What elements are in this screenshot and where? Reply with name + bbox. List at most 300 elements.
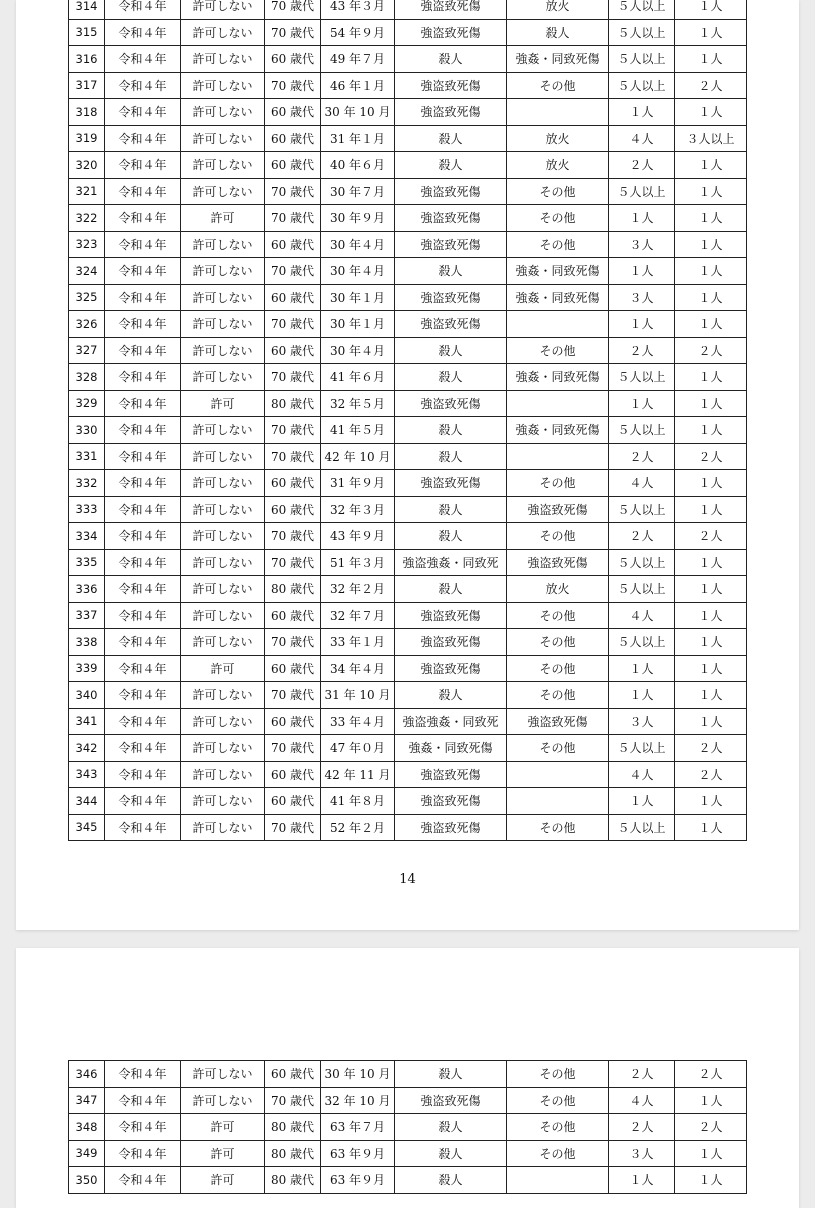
offense-primary-cell: 強盗強姦・同致死: [395, 708, 507, 735]
offense-primary-cell: 殺人: [395, 1167, 507, 1194]
count-b-cell: ３人以上: [675, 125, 747, 152]
offense-primary-cell: 強盗致死傷: [395, 72, 507, 99]
table-row: [69, 549, 747, 576]
table-row: [69, 258, 747, 285]
offense-secondary-cell: [507, 1167, 609, 1194]
offense-secondary-cell: [507, 788, 609, 815]
duration-cell: 41 年８月: [321, 788, 395, 815]
table-row: [69, 708, 747, 735]
case-number-cell: 321: [69, 178, 105, 205]
age-group-cell: 60 歳代: [265, 470, 321, 497]
count-b-cell: １人: [675, 602, 747, 629]
offense-secondary-cell: 放火: [507, 152, 609, 179]
count-b-cell: ２人: [675, 523, 747, 550]
table-row: [69, 417, 747, 444]
count-a-cell: ４人: [609, 125, 675, 152]
offense-secondary-cell: 放火: [507, 125, 609, 152]
records-table: [68, 0, 747, 841]
page-number: 14: [399, 872, 416, 887]
decision-cell: 許可しない: [181, 19, 265, 46]
count-a-cell: ５人以上: [609, 417, 675, 444]
table-row: [69, 761, 747, 788]
offense-primary-cell: 強盗致死傷: [395, 814, 507, 841]
case-number-cell: 334: [69, 523, 105, 550]
year-cell: 令和４年: [105, 178, 181, 205]
table-row: [69, 496, 747, 523]
case-number-cell: 319: [69, 125, 105, 152]
count-b-cell: １人: [675, 655, 747, 682]
table-row: [69, 364, 747, 391]
duration-cell: 30 年１月: [321, 284, 395, 311]
age-group-cell: 70 歳代: [265, 629, 321, 656]
case-number-cell: 350: [69, 1167, 105, 1194]
case-number-cell: 328: [69, 364, 105, 391]
case-number-cell: 343: [69, 761, 105, 788]
age-group-cell: 70 歳代: [265, 72, 321, 99]
count-b-cell: １人: [675, 258, 747, 285]
count-b-cell: １人: [675, 496, 747, 523]
age-group-cell: 60 歳代: [265, 46, 321, 73]
decision-cell: 許可しない: [181, 152, 265, 179]
count-a-cell: ５人以上: [609, 364, 675, 391]
case-number-cell: 341: [69, 708, 105, 735]
year-cell: 令和４年: [105, 788, 181, 815]
count-b-cell: １人: [675, 629, 747, 656]
offense-secondary-cell: 強盗致死傷: [507, 708, 609, 735]
case-number-cell: 331: [69, 443, 105, 470]
offense-primary-cell: 強盗致死傷: [395, 0, 507, 19]
duration-cell: 34 年４月: [321, 655, 395, 682]
duration-cell: 32 年３月: [321, 496, 395, 523]
age-group-cell: 60 歳代: [265, 152, 321, 179]
count-a-cell: ４人: [609, 1087, 675, 1114]
duration-cell: 47 年０月: [321, 735, 395, 762]
count-a-cell: ５人以上: [609, 0, 675, 19]
offense-secondary-cell: その他: [507, 1140, 609, 1167]
decision-cell: 許可: [181, 655, 265, 682]
decision-cell: 許可しない: [181, 72, 265, 99]
count-a-cell: １人: [609, 205, 675, 232]
offense-secondary-cell: その他: [507, 1061, 609, 1088]
count-b-cell: １人: [675, 708, 747, 735]
year-cell: 令和４年: [105, 364, 181, 391]
offense-primary-cell: 殺人: [395, 443, 507, 470]
count-b-cell: １人: [675, 19, 747, 46]
age-group-cell: 70 歳代: [265, 682, 321, 709]
table-row: [69, 576, 747, 603]
year-cell: 令和４年: [105, 72, 181, 99]
duration-cell: 32 年 10 月: [321, 1087, 395, 1114]
offense-secondary-cell: その他: [507, 655, 609, 682]
offense-primary-cell: 強盗致死傷: [395, 390, 507, 417]
decision-cell: 許可しない: [181, 443, 265, 470]
case-number-cell: 339: [69, 655, 105, 682]
age-group-cell: 80 歳代: [265, 1140, 321, 1167]
age-group-cell: 70 歳代: [265, 311, 321, 338]
offense-secondary-cell: [507, 390, 609, 417]
age-group-cell: 70 歳代: [265, 735, 321, 762]
count-a-cell: ２人: [609, 523, 675, 550]
decision-cell: 許可しない: [181, 417, 265, 444]
offense-primary-cell: 強盗致死傷: [395, 178, 507, 205]
decision-cell: 許可しない: [181, 337, 265, 364]
table-row: [69, 788, 747, 815]
duration-cell: 51 年３月: [321, 549, 395, 576]
offense-primary-cell: 殺人: [395, 1061, 507, 1088]
year-cell: 令和４年: [105, 761, 181, 788]
offense-primary-cell: 殺人: [395, 364, 507, 391]
age-group-cell: 70 歳代: [265, 364, 321, 391]
case-number-cell: 345: [69, 814, 105, 841]
table-row: [69, 19, 747, 46]
decision-cell: 許可しない: [181, 735, 265, 762]
offense-secondary-cell: その他: [507, 178, 609, 205]
table-row: [69, 655, 747, 682]
offense-primary-cell: 殺人: [395, 46, 507, 73]
count-a-cell: ２人: [609, 1114, 675, 1141]
count-a-cell: ４人: [609, 470, 675, 497]
age-group-cell: 60 歳代: [265, 284, 321, 311]
year-cell: 令和４年: [105, 99, 181, 126]
count-b-cell: １人: [675, 470, 747, 497]
duration-cell: 30 年４月: [321, 231, 395, 258]
offense-secondary-cell: 強姦・同致死傷: [507, 284, 609, 311]
table-row: [69, 284, 747, 311]
offense-primary-cell: 強盗致死傷: [395, 311, 507, 338]
offense-secondary-cell: [507, 311, 609, 338]
offense-primary-cell: 殺人: [395, 496, 507, 523]
count-a-cell: １人: [609, 311, 675, 338]
duration-cell: 41 年６月: [321, 364, 395, 391]
case-number-cell: 346: [69, 1061, 105, 1088]
case-number-cell: 332: [69, 470, 105, 497]
count-b-cell: １人: [675, 549, 747, 576]
count-a-cell: ２人: [609, 337, 675, 364]
offense-primary-cell: 強盗致死傷: [395, 99, 507, 126]
decision-cell: 許可しない: [181, 496, 265, 523]
duration-cell: 41 年５月: [321, 417, 395, 444]
table-row: [69, 814, 747, 841]
duration-cell: 32 年５月: [321, 390, 395, 417]
duration-cell: 32 年２月: [321, 576, 395, 603]
age-group-cell: 60 歳代: [265, 655, 321, 682]
case-number-cell: 315: [69, 19, 105, 46]
offense-primary-cell: 殺人: [395, 125, 507, 152]
count-b-cell: １人: [675, 1167, 747, 1194]
table-row: [69, 1114, 747, 1141]
count-a-cell: ５人以上: [609, 735, 675, 762]
year-cell: 令和４年: [105, 629, 181, 656]
age-group-cell: 60 歳代: [265, 496, 321, 523]
offense-secondary-cell: [507, 443, 609, 470]
age-group-cell: 70 歳代: [265, 0, 321, 19]
age-group-cell: 60 歳代: [265, 708, 321, 735]
year-cell: 令和４年: [105, 258, 181, 285]
offense-primary-cell: 強盗致死傷: [395, 602, 507, 629]
age-group-cell: 70 歳代: [265, 814, 321, 841]
count-a-cell: １人: [609, 788, 675, 815]
year-cell: 令和４年: [105, 682, 181, 709]
count-a-cell: ２人: [609, 152, 675, 179]
case-number-cell: 324: [69, 258, 105, 285]
case-number-cell: 349: [69, 1140, 105, 1167]
offense-secondary-cell: 放火: [507, 0, 609, 19]
offense-primary-cell: 強盗致死傷: [395, 761, 507, 788]
offense-primary-cell: 殺人: [395, 523, 507, 550]
duration-cell: 32 年７月: [321, 602, 395, 629]
year-cell: 令和４年: [105, 1167, 181, 1194]
case-number-cell: 338: [69, 629, 105, 656]
year-cell: 令和４年: [105, 602, 181, 629]
table-row: [69, 602, 747, 629]
case-number-cell: 318: [69, 99, 105, 126]
count-b-cell: １人: [675, 231, 747, 258]
offense-primary-cell: 殺人: [395, 1114, 507, 1141]
offense-primary-cell: 強盗致死傷: [395, 205, 507, 232]
count-a-cell: ５人以上: [609, 496, 675, 523]
count-b-cell: １人: [675, 46, 747, 73]
table-row: [69, 152, 747, 179]
case-number-cell: 337: [69, 602, 105, 629]
offense-secondary-cell: その他: [507, 337, 609, 364]
offense-secondary-cell: その他: [507, 205, 609, 232]
age-group-cell: 60 歳代: [265, 99, 321, 126]
year-cell: 令和４年: [105, 0, 181, 19]
count-a-cell: ４人: [609, 602, 675, 629]
year-cell: 令和４年: [105, 390, 181, 417]
table-row: [69, 523, 747, 550]
offense-primary-cell: 強盗致死傷: [395, 470, 507, 497]
duration-cell: 63 年９月: [321, 1167, 395, 1194]
year-cell: 令和４年: [105, 1087, 181, 1114]
case-number-cell: 336: [69, 576, 105, 603]
age-group-cell: 70 歳代: [265, 417, 321, 444]
duration-cell: 42 年 11 月: [321, 761, 395, 788]
count-a-cell: ５人以上: [609, 46, 675, 73]
offense-primary-cell: 強盗強姦・同致死: [395, 549, 507, 576]
duration-cell: 54 年９月: [321, 19, 395, 46]
table-row: [69, 443, 747, 470]
year-cell: 令和４年: [105, 19, 181, 46]
count-b-cell: ２人: [675, 443, 747, 470]
case-number-cell: 325: [69, 284, 105, 311]
offense-primary-cell: 強盗致死傷: [395, 655, 507, 682]
offense-secondary-cell: 強姦・同致死傷: [507, 46, 609, 73]
count-a-cell: ３人: [609, 231, 675, 258]
table-row: [69, 390, 747, 417]
count-a-cell: １人: [609, 655, 675, 682]
table-row: [69, 735, 747, 762]
table-row: [69, 72, 747, 99]
count-b-cell: １人: [675, 311, 747, 338]
case-number-cell: 333: [69, 496, 105, 523]
case-number-cell: 322: [69, 205, 105, 232]
duration-cell: 33 年１月: [321, 629, 395, 656]
table-row: [69, 1087, 747, 1114]
duration-cell: 63 年７月: [321, 1114, 395, 1141]
document-page-14: [16, 0, 799, 930]
count-b-cell: １人: [675, 284, 747, 311]
duration-cell: 30 年７月: [321, 178, 395, 205]
count-b-cell: ２人: [675, 1061, 747, 1088]
count-a-cell: １人: [609, 390, 675, 417]
table-row: [69, 682, 747, 709]
records-table: [68, 1060, 747, 1194]
decision-cell: 許可しない: [181, 1061, 265, 1088]
year-cell: 令和４年: [105, 1061, 181, 1088]
offense-primary-cell: 強盗致死傷: [395, 19, 507, 46]
decision-cell: 許可しない: [181, 549, 265, 576]
duration-cell: 30 年 10 月: [321, 99, 395, 126]
offense-primary-cell: 殺人: [395, 682, 507, 709]
age-group-cell: 60 歳代: [265, 1061, 321, 1088]
duration-cell: 31 年１月: [321, 125, 395, 152]
offense-secondary-cell: 強姦・同致死傷: [507, 258, 609, 285]
age-group-cell: 80 歳代: [265, 1114, 321, 1141]
offense-primary-cell: 強盗致死傷: [395, 788, 507, 815]
offense-secondary-cell: その他: [507, 814, 609, 841]
count-b-cell: １人: [675, 814, 747, 841]
count-b-cell: １人: [675, 788, 747, 815]
case-number-cell: 327: [69, 337, 105, 364]
decision-cell: 許可しない: [181, 708, 265, 735]
case-number-cell: 326: [69, 311, 105, 338]
offense-secondary-cell: その他: [507, 602, 609, 629]
age-group-cell: 60 歳代: [265, 788, 321, 815]
case-number-cell: 330: [69, 417, 105, 444]
count-a-cell: ５人以上: [609, 576, 675, 603]
decision-cell: 許可しない: [181, 1087, 265, 1114]
offense-secondary-cell: その他: [507, 1087, 609, 1114]
count-b-cell: １人: [675, 417, 747, 444]
decision-cell: 許可しない: [181, 284, 265, 311]
table-row: [69, 0, 747, 19]
count-b-cell: ２人: [675, 761, 747, 788]
duration-cell: 43 年３月: [321, 0, 395, 19]
age-group-cell: 70 歳代: [265, 523, 321, 550]
decision-cell: 許可しない: [181, 0, 265, 19]
count-b-cell: １人: [675, 1140, 747, 1167]
decision-cell: 許可: [181, 390, 265, 417]
table-row: [69, 1061, 747, 1088]
year-cell: 令和４年: [105, 337, 181, 364]
offense-primary-cell: 強姦・同致死傷: [395, 735, 507, 762]
case-number-cell: 335: [69, 549, 105, 576]
age-group-cell: 80 歳代: [265, 1167, 321, 1194]
age-group-cell: 60 歳代: [265, 337, 321, 364]
count-a-cell: ５人以上: [609, 19, 675, 46]
offense-secondary-cell: その他: [507, 523, 609, 550]
duration-cell: 52 年２月: [321, 814, 395, 841]
duration-cell: 33 年４月: [321, 708, 395, 735]
offense-primary-cell: 殺人: [395, 152, 507, 179]
table-row: [69, 205, 747, 232]
duration-cell: 30 年４月: [321, 258, 395, 285]
offense-secondary-cell: その他: [507, 629, 609, 656]
count-b-cell: １人: [675, 99, 747, 126]
table-row: [69, 178, 747, 205]
table-row: [69, 311, 747, 338]
table-row: [69, 337, 747, 364]
year-cell: 令和４年: [105, 46, 181, 73]
offense-secondary-cell: その他: [507, 1114, 609, 1141]
offense-primary-cell: 殺人: [395, 417, 507, 444]
duration-cell: 30 年１月: [321, 311, 395, 338]
decision-cell: 許可: [181, 1114, 265, 1141]
year-cell: 令和４年: [105, 417, 181, 444]
offense-secondary-cell: [507, 99, 609, 126]
table-row: [69, 1167, 747, 1194]
count-b-cell: ２人: [675, 735, 747, 762]
year-cell: 令和４年: [105, 523, 181, 550]
year-cell: 令和４年: [105, 496, 181, 523]
case-number-cell: 316: [69, 46, 105, 73]
decision-cell: 許可しない: [181, 46, 265, 73]
decision-cell: 許可しない: [181, 231, 265, 258]
year-cell: 令和４年: [105, 311, 181, 338]
count-b-cell: １人: [675, 682, 747, 709]
count-a-cell: １人: [609, 1167, 675, 1194]
count-a-cell: ２人: [609, 1061, 675, 1088]
count-b-cell: １人: [675, 1087, 747, 1114]
decision-cell: 許可しない: [181, 602, 265, 629]
case-number-cell: 314: [69, 0, 105, 19]
case-number-cell: 344: [69, 788, 105, 815]
year-cell: 令和４年: [105, 231, 181, 258]
duration-cell: 42 年 10 月: [321, 443, 395, 470]
year-cell: 令和４年: [105, 655, 181, 682]
duration-cell: 49 年７月: [321, 46, 395, 73]
table-row: [69, 231, 747, 258]
offense-secondary-cell: その他: [507, 72, 609, 99]
offense-secondary-cell: その他: [507, 682, 609, 709]
offense-secondary-cell: その他: [507, 470, 609, 497]
age-group-cell: 70 歳代: [265, 178, 321, 205]
case-number-cell: 342: [69, 735, 105, 762]
decision-cell: 許可: [181, 1140, 265, 1167]
count-a-cell: ５人以上: [609, 72, 675, 99]
year-cell: 令和４年: [105, 576, 181, 603]
count-a-cell: ５人以上: [609, 178, 675, 205]
year-cell: 令和４年: [105, 708, 181, 735]
decision-cell: 許可: [181, 1167, 265, 1194]
duration-cell: 63 年９月: [321, 1140, 395, 1167]
decision-cell: 許可しない: [181, 364, 265, 391]
offense-primary-cell: 殺人: [395, 576, 507, 603]
count-b-cell: ２人: [675, 1114, 747, 1141]
year-cell: 令和４年: [105, 1114, 181, 1141]
offense-secondary-cell: その他: [507, 231, 609, 258]
count-b-cell: １人: [675, 364, 747, 391]
decision-cell: 許可しない: [181, 761, 265, 788]
count-b-cell: １人: [675, 205, 747, 232]
count-b-cell: １人: [675, 152, 747, 179]
age-group-cell: 60 歳代: [265, 231, 321, 258]
decision-cell: 許可しない: [181, 523, 265, 550]
count-a-cell: ５人以上: [609, 814, 675, 841]
year-cell: 令和４年: [105, 205, 181, 232]
decision-cell: 許可しない: [181, 682, 265, 709]
offense-primary-cell: 殺人: [395, 337, 507, 364]
offense-primary-cell: 強盗致死傷: [395, 284, 507, 311]
offense-primary-cell: 殺人: [395, 1140, 507, 1167]
table-row: [69, 470, 747, 497]
year-cell: 令和４年: [105, 284, 181, 311]
decision-cell: 許可しない: [181, 125, 265, 152]
year-cell: 令和４年: [105, 125, 181, 152]
count-b-cell: １人: [675, 390, 747, 417]
count-a-cell: ２人: [609, 443, 675, 470]
